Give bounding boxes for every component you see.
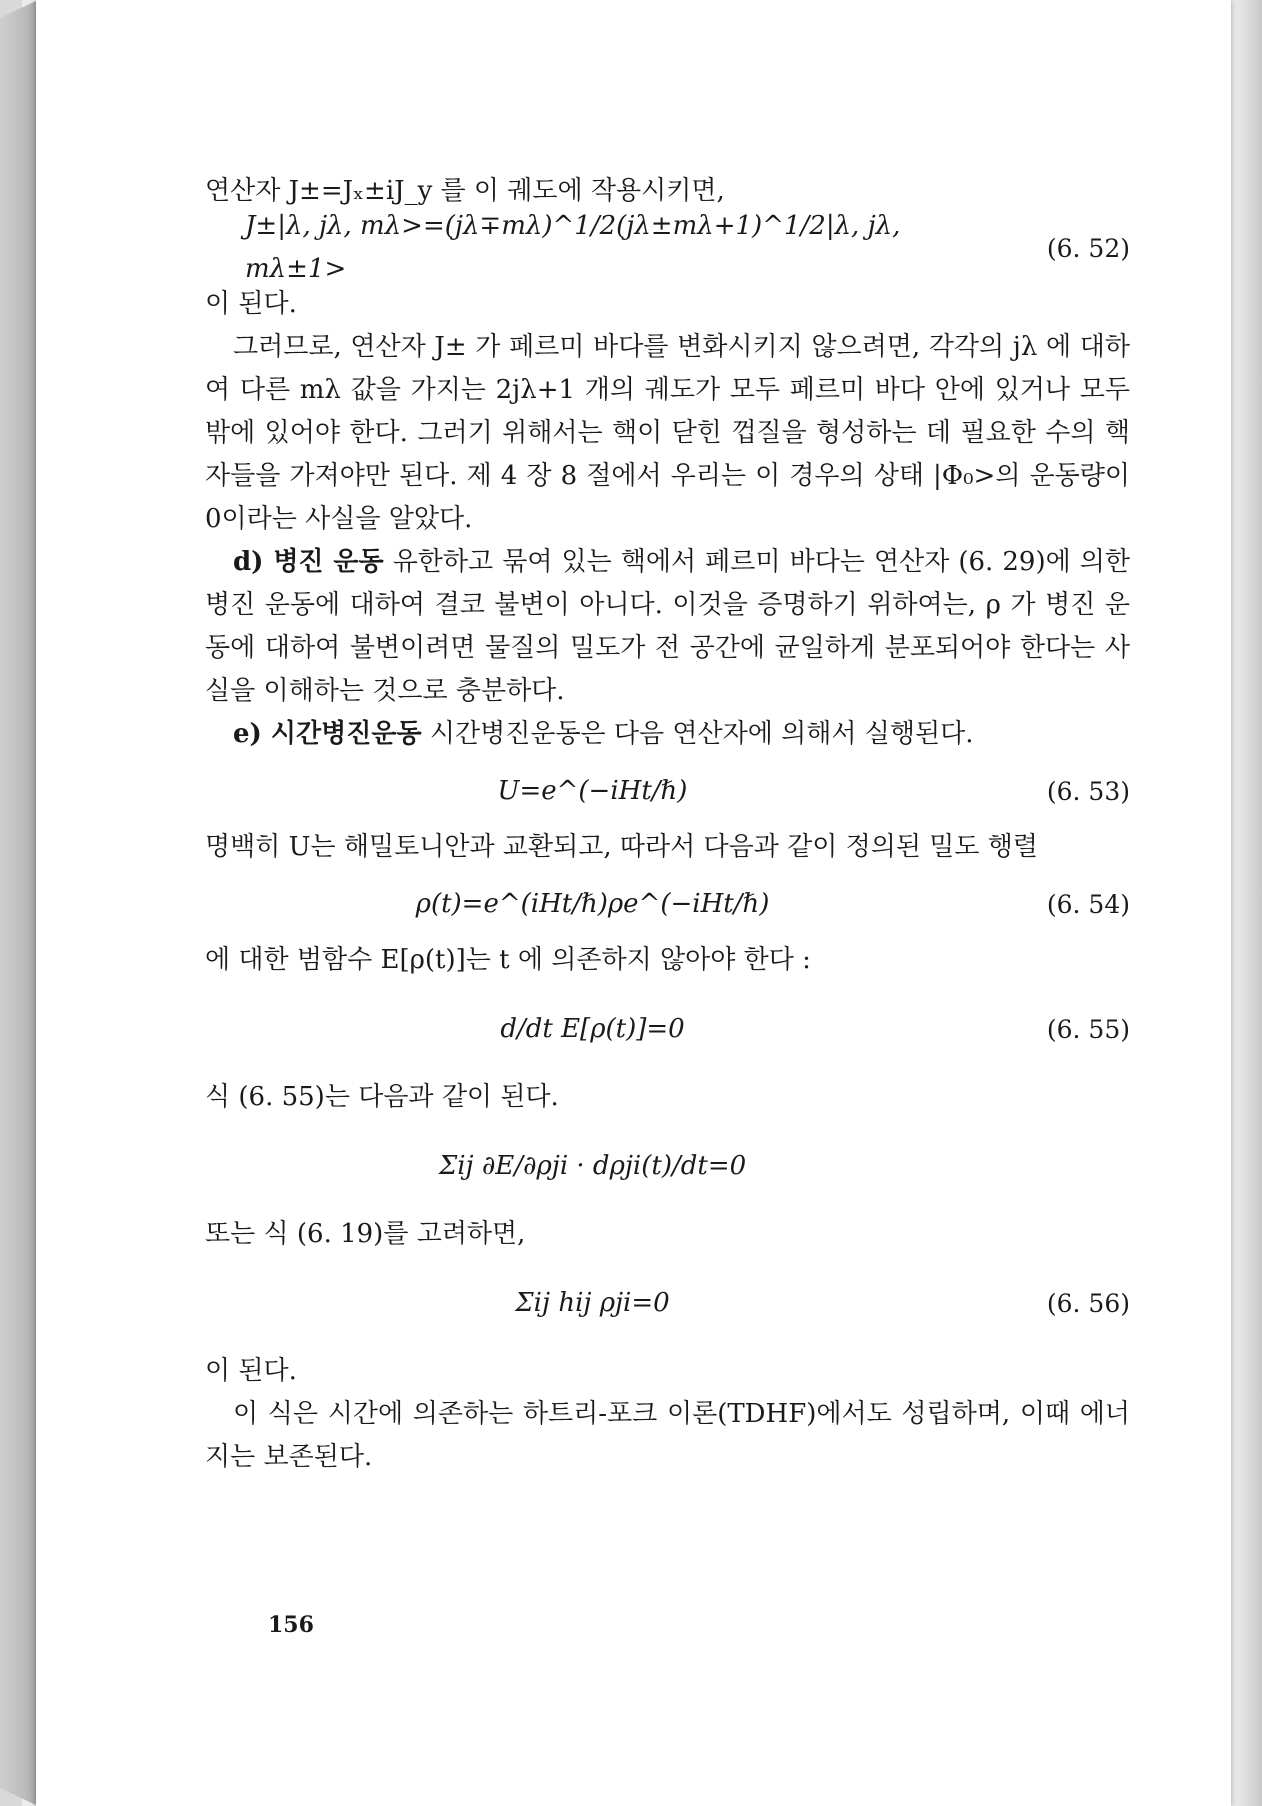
time-translation-text: 시간병진운동은 다음 연산자에 의해서 실행된다. (429, 719, 974, 749)
paragraph-fermi-sea: 그러므로, 연산자 J± 가 페르미 바다를 변화시키지 않으려면, 각각의 jλ 에 대하여 다른 mλ 값을 가지는 2jλ+1 개의 궤도가 모두 페르미 바다 안에 있거나 모두 밖에 있어야 한다. 그러기 위해서는 핵이 닫힌 껍질을 형성하는 데 필요한 수의 핵자들을 가져야만 된다. 제 4 장 8 절에서 우리는 이 경우의 상태 |Φ₀>의 운동량이 0이라는 사실을 알았다. (205, 332, 1130, 534)
equation-expression: ρ(t)=e^(iHt/ℏ)ρe^(−iHt/ℏ) (415, 888, 770, 919)
paragraph-density-matrix: 명백히 U는 해밀토니안과 교환되고, 따라서 다음과 같이 정의된 밀도 행렬 (205, 832, 1038, 862)
section-heading-e: e) 시간병진운동 (233, 719, 422, 749)
equation-expression: U=e^(−iHt/ℏ) (497, 775, 688, 806)
equation-expression: Σij ∂E/∂ρji · dρji(t)/dt=0 (438, 1150, 747, 1181)
page-content (205, 170, 1130, 1479)
paragraph-eq-becomes: 식 (6. 55)는 다음과 같이 된다. (205, 1082, 559, 1112)
translation-text: 유한하고 묶여 있는 핵에서 페르미 바다는 연산자 (6. 29)에 의한 병진 운동에 대하여 결코 불변이 아니다. 이것을 증명하기 위하여는, ρ 가 병진 운동에 대하여 불변이려면 물질의 밀도가 전 공간에 균일하게 분포되어야 한다는 사실을 이해하는 것으로 충분하다. (205, 547, 1130, 706)
equation-6-53 (205, 760, 1130, 822)
paragraph-result-2: 이 된다. (205, 1356, 297, 1386)
equation-number: (6. 53) (1046, 776, 1130, 806)
page-number: 156 (268, 1612, 314, 1638)
paragraph-tdhf: 이 식은 시간에 의존하는 하트리-포크 이론(TDHF)에서도 성립하며, 이때 에너지는 보존된다. (205, 1399, 1130, 1472)
paragraph-result-1: 이 된다. (205, 289, 297, 319)
equation-6-52 (205, 211, 1130, 284)
equation-number: (6. 56) (1046, 1288, 1130, 1318)
page-edge (1228, 0, 1262, 1806)
book-spine (0, 0, 38, 1806)
equation-sum (205, 1123, 1130, 1209)
section-heading-d: d) 병진 운동 (233, 547, 384, 577)
paragraph-functional: 에 대한 범함수 E[ρ(t)]는 t 에 의존하지 않아야 한다 : (205, 945, 811, 975)
equation-expression: d/dt E[ρ(t)]=0 (500, 1013, 685, 1044)
paragraph-translation (205, 541, 1130, 713)
paragraph-time-translation (205, 713, 1130, 756)
equation-number: (6. 52) (1046, 233, 1130, 263)
paragraph-consider: 또는 식 (6. 19)를 고려하면, (205, 1219, 526, 1249)
equation-number: (6. 55) (1046, 1014, 1130, 1044)
equation-6-55 (205, 986, 1130, 1072)
equation-6-56 (205, 1260, 1130, 1346)
equation-expression: Σij hij ρji=0 (515, 1287, 670, 1318)
equation-expression: J±|λ, jλ, mλ>=(jλ∓mλ)^1/2(jλ±mλ+1)^1/2|λ, jλ, mλ±1> (245, 211, 901, 284)
equation-6-54 (205, 873, 1130, 935)
paragraph-intro: 연산자 J±=Jₓ±iJ_y 를 이 궤도에 작용시키면, (205, 176, 725, 206)
equation-number: (6. 54) (1046, 889, 1130, 919)
